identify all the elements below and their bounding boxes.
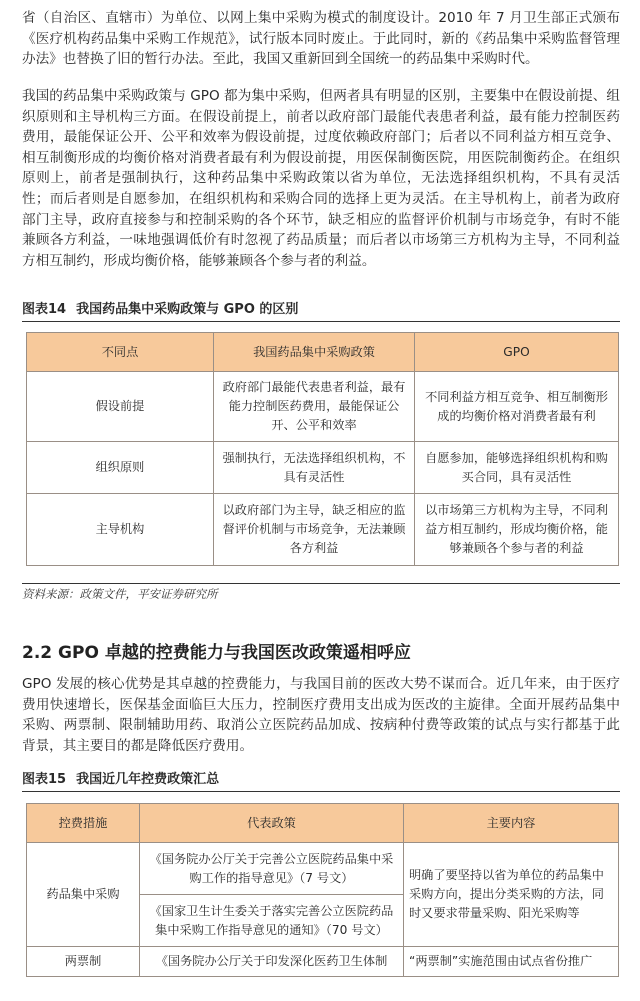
table-cell: 政府部门最能代表患者利益，最有能力控制医药费用，最能保证公开、公平和效率	[214, 372, 415, 442]
table-cell: 自愿参加，能够选择组织机构和购买合同，具有灵活性	[415, 442, 619, 494]
table-cell: 组织原则	[27, 442, 214, 494]
table-cell: 以政府部门为主导，缺乏相应的监督评价机制与市场竞争，无法兼顾各方利益	[214, 494, 415, 566]
table-header-cell: 我国药品集中采购政策	[214, 333, 415, 372]
table-cell: 两票制	[27, 947, 140, 977]
gpo-paragraph: GPO 发展的核心优势是其卓越的控费能力，与我国目前的医改大势不谋而合。近几年来，由于医疗费用快速增长，医保基金面临巨大压力，控制医疗费用支出成为医改的主旋律。全面开展药品集中采购、两票制、限制辅助用药、取消公立医院药品加成、按病种付费等政策的试点与实行都基于此背景，其主要目的都是降低医疗费用。	[22, 676, 620, 754]
table-cell: 假设前提	[27, 372, 214, 442]
table-cell: 《国务院办公厅关于印发深化医药卫生体制	[140, 947, 404, 977]
table-cell: 明确了要坚持以省为单位的药品集中采购方向，提出分类采购的方法，同时又要求带量采购、阳光采购等	[404, 843, 619, 947]
figure15-table	[26, 803, 619, 977]
figure15-caption: 我国近几年控费政策汇总	[76, 772, 220, 787]
table-row	[27, 442, 619, 494]
table-header-row	[27, 804, 619, 843]
table-cell: 不同利益方相互竞争、相互制衡形成的均衡价格对消费者最有利	[415, 372, 619, 442]
table-row	[27, 843, 619, 895]
section-heading: 2.2 GPO 卓越的控费能力与我国医改政策遥相呼应	[22, 643, 411, 663]
table-row	[27, 494, 619, 566]
figure14-source: 资料来源：政策文件，平安证券研究所	[22, 583, 620, 602]
table-cell: 《国家卫生计生委关于落实完善公立医院药品集中采购工作指导意见的通知》（70 号文）	[140, 895, 404, 947]
table-cell: “两票制”实施范围由试点省份推广	[404, 947, 619, 977]
table-cell: 《国务院办公厅关于完善公立医院药品集中采购工作的指导意见》（7 号文）	[140, 843, 404, 895]
figure14-number: 图表14	[22, 302, 67, 317]
figure15-title	[22, 771, 620, 792]
table-cell: 以市场第三方机构为主导，不同利益方相互制约，形成均衡价格，能够兼顾各个参与者的利益	[415, 494, 619, 566]
figure14-title	[22, 301, 620, 322]
table-header-cell: GPO	[415, 333, 619, 372]
table-cell: 药品集中采购	[27, 843, 140, 947]
table-header-cell: 代表政策	[140, 804, 404, 843]
table-row	[27, 372, 619, 442]
table-cell: 强制执行，无法选择组织机构，不具有灵活性	[214, 442, 415, 494]
intro-paragraph: 省（自治区、直辖市）为单位、以网上集中采购为模式的制度设计。2010 年 7 月卫生部正式颁布《医疗机构药品集中采购工作规范》，试行版本同时废止。于此同时，新的《药品集中采购监督管理办法》也替换了旧的暂行办法。至此，我国又重新回到全国统一的药品集中采购时代。	[22, 10, 620, 68]
table-cell: 主导机构	[27, 494, 214, 566]
table-header-cell: 控费措施	[27, 804, 140, 843]
table-header-cell: 主要内容	[404, 804, 619, 843]
table-header-cell: 不同点	[27, 333, 214, 372]
table-header-row	[27, 333, 619, 372]
figure15-number: 图表15	[22, 772, 67, 787]
comparison-paragraph: 我国的药品集中采购政策与 GPO 都为集中采购，但两者具有明显的区别，主要集中在假设前提、组织原则和主导机构三方面。在假设前提上，前者以政府部门最能代表患者利益，最有能力控制医药费用，最能保证公开、公平和效率为假设前提，过度依赖政府部门；后者以不同利益方相互竞争、相互制衡形成的均衡价格对消费者最有利为假设前提，用医保制衡医院，用医院制衡药企。在组织原则上，前者是强制执行，这种药品集中采购政策以省为单位，无法选择组织机构，不具有灵活性；而后者则是自愿参加，在组织机构和采购合同的选择上更为灵活。在主导机构上，前者为政府部门主导，政府直接参与和控制采购的各个环节，缺乏相应的监督评价机制与市场竞争，有时不能兼顾各方利益，一味地强调低价有时忽视了药品质量；而后者以市场第三方机构为主导，不同利益方相互制约，形成均衡价格，能够兼顾各个参与者的利益。	[22, 88, 620, 269]
figure14-table	[26, 332, 619, 566]
table-row	[27, 947, 619, 977]
figure14-caption: 我国药品集中采购政策与 GPO 的区别	[76, 302, 299, 317]
